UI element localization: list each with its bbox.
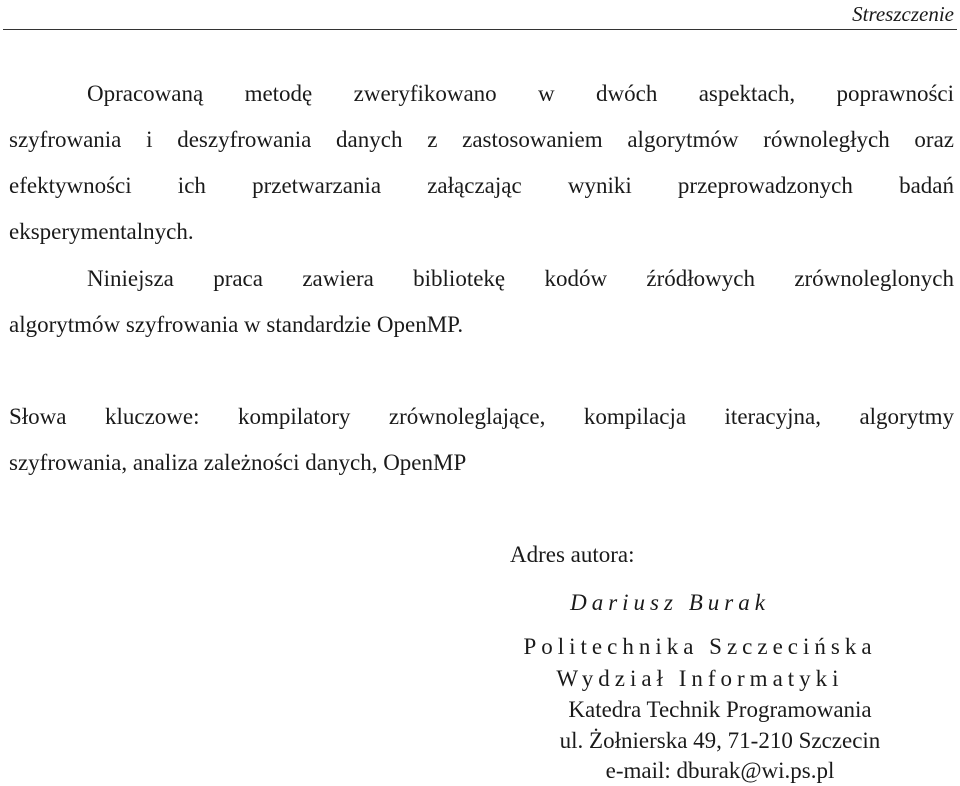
keywords-paragraph	[9, 394, 954, 486]
author-name: Dariusz Burak	[570, 590, 770, 615]
street-address: ul. Żołnierska 49, 71-210 Szczecin	[559, 728, 881, 753]
text-line: efektywności ich przetwarzania załączając wyniki przeprowadzonych badań	[9, 173, 954, 198]
text-line: szyfrowania i deszyfrowania danych z zastosowaniem algorytmów równoległych oraz	[9, 127, 954, 152]
department-name: Katedra Technik Programowania	[568, 697, 872, 722]
text-line: eksperymentalnych.	[9, 219, 194, 244]
university-name: Politechnika Szczecińska	[523, 634, 877, 659]
text-line: Opracowaną metodę zweryfikowano w dwóch aspektach, poprawności	[87, 81, 954, 106]
section-header: Streszczenie	[852, 2, 954, 26]
text-line: Niniejsza praca zawiera bibliotekę kodów źródłowych zrównoleglonych	[87, 266, 954, 291]
text-line: algorytmów szyfrowania w standardzie OpenMP.	[9, 312, 464, 337]
text-line: Słowa kluczowe: kompilatory zrównoleglające, kompilacja iteracyjna, algorytmy	[9, 404, 954, 429]
faculty-name: Wydział Informatyki	[556, 666, 844, 691]
address-label: Adres autora:	[510, 542, 635, 567]
text-line: szyfrowania, analiza zależności danych, OpenMP	[9, 450, 467, 475]
abstract-paragraph-1	[9, 71, 954, 255]
abstract-paragraph-2	[9, 256, 954, 348]
header-rule	[3, 29, 957, 30]
email-address: e-mail: dburak@wi.ps.pl	[605, 758, 835, 783]
